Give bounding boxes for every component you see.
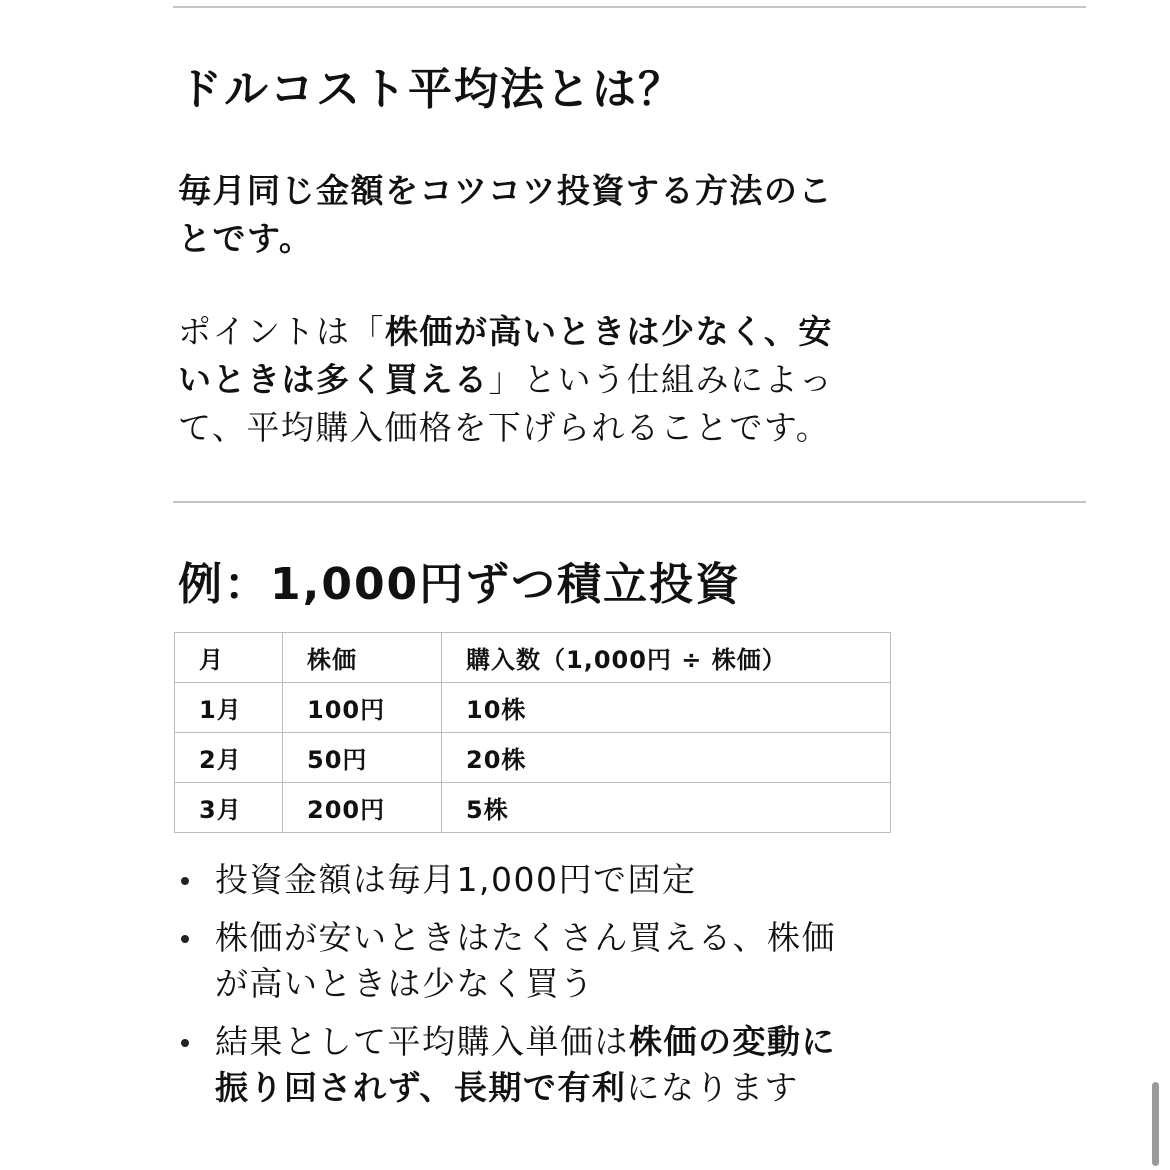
summary-bullet-list [178, 857, 1078, 1123]
list-item [178, 915, 1078, 1007]
cell-price: 200円 [283, 783, 442, 833]
section-title-dollar-cost: ドルコスト平均法とは？ [178, 64, 684, 115]
header-quantity: 購入数（1,000円 ÷ 株価） [442, 633, 891, 683]
bullet-3-line-2 [215, 1065, 1078, 1111]
point-emphasis-1: 株価が高いときは少なく、安 [385, 312, 833, 351]
cell-month: 3月 [175, 783, 283, 833]
cell-month: 1月 [175, 683, 283, 733]
bullet-dot-icon [181, 877, 189, 885]
definition-paragraph [178, 167, 1078, 263]
bullet-dot-icon [181, 1039, 189, 1047]
point-line-3: て、平均購入価格を下げられることです。 [178, 408, 831, 447]
bullet-3-emphasis-b: 振り回されず、長期で有利 [215, 1068, 627, 1107]
point-emphasis-2: いときは多く買える [178, 360, 489, 399]
table-row [175, 683, 891, 733]
point-intro-text: ポイントは「 [178, 312, 385, 351]
middle-divider [173, 501, 1086, 503]
point-mechanism-text: 」という仕組みによっ [488, 360, 834, 399]
definition-line-2: とです。 [178, 219, 314, 258]
header-price: 株価 [283, 633, 442, 683]
cell-month: 2月 [175, 733, 283, 783]
bullet-3-text-b: になります [626, 1068, 799, 1107]
example-table [174, 632, 891, 833]
table-row [175, 783, 891, 833]
bullet-1-text: 投資金額は毎月1,000円で固定 [215, 860, 697, 899]
list-item [178, 1019, 1078, 1111]
point-line-2 [178, 356, 1078, 404]
table-row [175, 733, 891, 783]
point-line-1 [178, 308, 1078, 356]
bullet-3-text-a: 結果として平均購入単価は [215, 1022, 629, 1061]
bullet-2-line-2: が高いときは少なく買う [215, 964, 595, 1003]
section-title-example: 例：1,000円ずつ積立投資 [178, 559, 742, 610]
bullet-dot-icon [181, 935, 189, 943]
cell-quantity: 20株 [442, 733, 891, 783]
table-header-row [175, 633, 891, 683]
definition-line-1: 毎月同じ金額をコツコツ投資する方法のこ [178, 171, 833, 210]
bullet-3-line-1 [215, 1019, 1078, 1065]
scrollbar-thumb[interactable] [1152, 1082, 1159, 1166]
bullet-3-emphasis-a: 株価の変動に [629, 1022, 836, 1061]
cell-quantity: 5株 [442, 783, 891, 833]
bullet-2-line-1: 株価が安いときはたくさん買える、株価 [215, 918, 836, 957]
point-paragraph [178, 308, 1078, 452]
cell-price: 100円 [283, 683, 442, 733]
list-item [178, 857, 1078, 903]
cell-quantity: 10株 [442, 683, 891, 733]
cell-price: 50円 [283, 733, 442, 783]
top-divider [173, 6, 1086, 8]
header-month: 月 [175, 633, 283, 683]
